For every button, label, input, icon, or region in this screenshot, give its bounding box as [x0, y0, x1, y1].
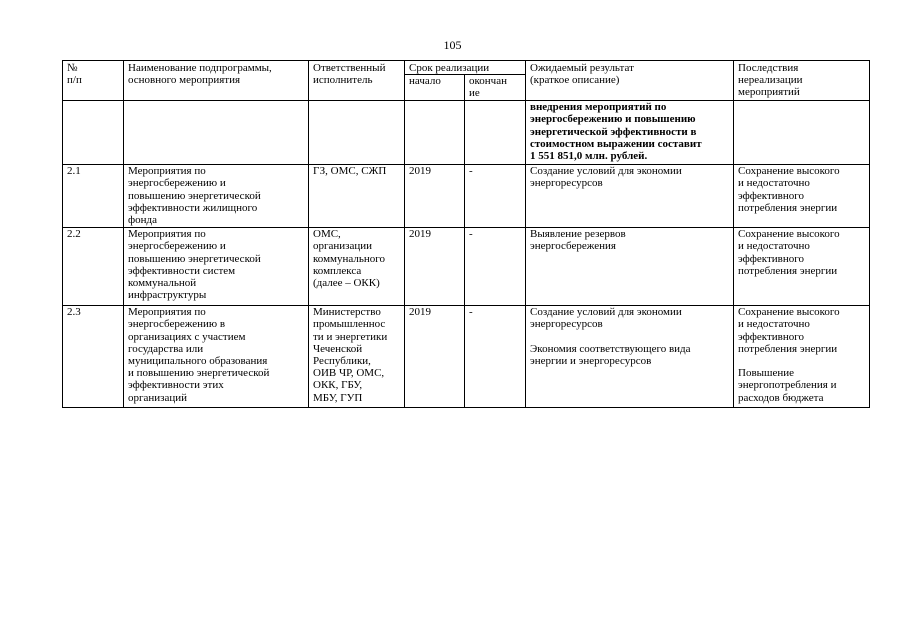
page-number: 105: [443, 38, 462, 52]
cell-result: Выявление резервов энергосбережения: [526, 228, 734, 306]
cell-start: 2019: [405, 165, 465, 228]
cell-name: Мероприятия по энергосбережению в организациях с участием государства или муниципального образования и повышению энергетической эффективности этих организаций: [124, 306, 309, 408]
table-row: [63, 228, 870, 306]
cell-name: Мероприятия по энергосбережению и повышению энергетической эффективности жилищного фонда: [124, 165, 309, 228]
program-table: [62, 60, 870, 408]
cell-num: [63, 101, 124, 165]
cell-start: [405, 101, 465, 165]
cell-consequences: Сохранение высокого и недостаточно эффективного потребления энергии: [734, 228, 870, 306]
header-name: Наименование подпрограммы, основного мероприятия: [124, 61, 309, 101]
cell-result: Создание условий для экономии энергоресурсов Экономия соответствующего вида энергии и энергоресурсов: [526, 306, 734, 408]
cell-responsible: Министерство промышленнос ти и энергетики Чеченской Республики, ОИВ ЧР, ОМС, ОКК, ГБУ, МБУ, ГУП: [309, 306, 405, 408]
cell-consequences: [734, 101, 870, 165]
cell-name: Мероприятия по энергосбережению и повышению энергетической эффективности систем коммунальной инфраструктуры: [124, 228, 309, 306]
cell-name: [124, 101, 309, 165]
table-row: [63, 165, 870, 228]
table-row: [63, 101, 870, 165]
cell-result: Создание условий для экономии энергоресурсов: [526, 165, 734, 228]
header-result: Ожидаемый результат (краткое описание): [526, 61, 734, 101]
table-row: [63, 306, 870, 408]
table-header-row: [63, 61, 870, 75]
cell-end: [465, 101, 526, 165]
cell-responsible: ОМС, организации коммунального комплекса (далее – ОКК): [309, 228, 405, 306]
cell-responsible: [309, 101, 405, 165]
cell-end: -: [465, 165, 526, 228]
header-end: окончан ие: [465, 75, 526, 101]
header-period: Срок реализации: [405, 61, 526, 75]
cell-end: -: [465, 306, 526, 408]
cell-num: 2.3: [63, 306, 124, 408]
cell-responsible: ГЗ, ОМС, СЖП: [309, 165, 405, 228]
cell-start: 2019: [405, 306, 465, 408]
cell-end: -: [465, 228, 526, 306]
cell-num: 2.2: [63, 228, 124, 306]
cell-consequences: Сохранение высокого и недостаточно эффективного потребления энергии: [734, 165, 870, 228]
header-responsible: Ответственный исполнитель: [309, 61, 405, 101]
cell-start: 2019: [405, 228, 465, 306]
header-consequences: Последствия нереализации мероприятий: [734, 61, 870, 101]
header-start: начало: [405, 75, 465, 101]
cell-num: 2.1: [63, 165, 124, 228]
cell-result: внедрения мероприятий по энергосбережению и повышению энергетической эффективности в стоимостном выражении составит 1 551 851,0 млн. рублей.: [526, 101, 734, 165]
header-num: № п/п: [63, 61, 124, 101]
cell-consequences: Сохранение высокого и недостаточно эффективного потребления энергии Повышение энергопотребления и расходов бюджета: [734, 306, 870, 408]
